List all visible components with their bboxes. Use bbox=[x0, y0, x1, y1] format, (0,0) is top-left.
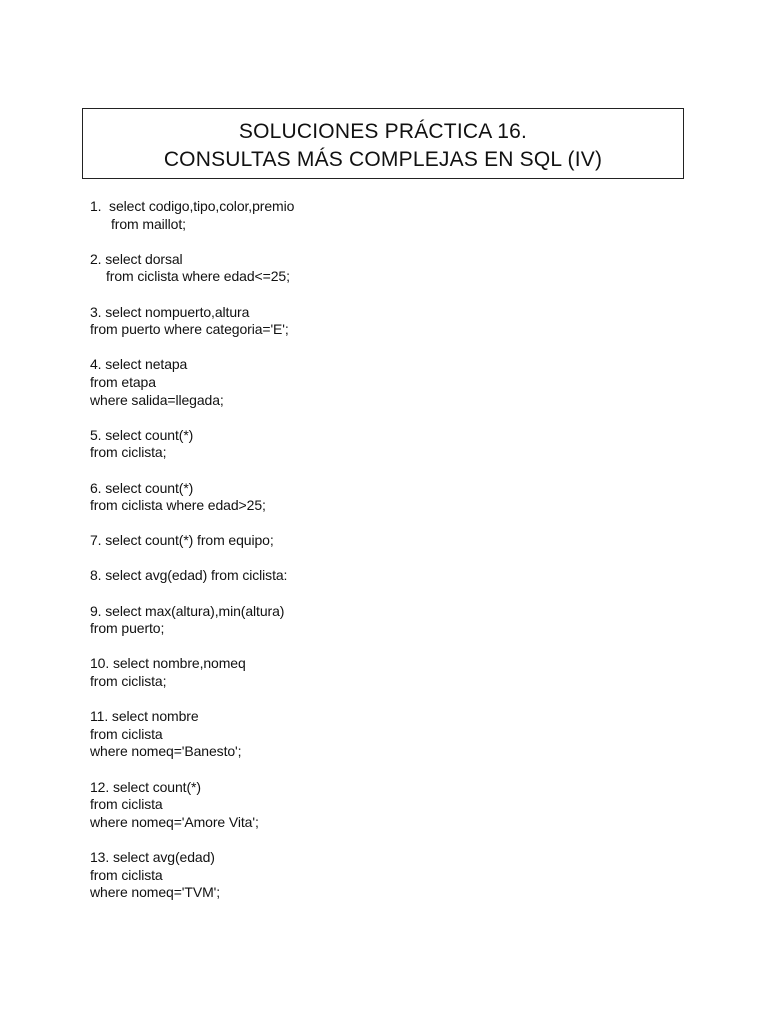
answer-line: from maillot; bbox=[111, 215, 186, 232]
answer-6 bbox=[90, 480, 294, 515]
answer-4 bbox=[90, 356, 294, 409]
answer-line: 7. select count(*) from equipo; bbox=[90, 532, 274, 549]
answer-line: 5. select count(*) bbox=[90, 426, 194, 443]
answer-3 bbox=[90, 304, 294, 339]
answer-line: 10. select nombre,nomeq bbox=[90, 655, 246, 672]
answer-line: from ciclista bbox=[90, 796, 163, 813]
answer-line: from ciclista bbox=[90, 866, 163, 883]
answer-11 bbox=[90, 708, 294, 761]
document-title: SOLUCIONES PRÁCTICA 16. bbox=[238, 120, 528, 143]
answer-line: from ciclista where edad>25; bbox=[90, 497, 266, 514]
answer-12 bbox=[90, 779, 294, 832]
answer-line: from ciclista; bbox=[90, 444, 167, 461]
answer-line: 13. select avg(edad) bbox=[90, 848, 215, 865]
answer-13 bbox=[90, 849, 294, 902]
answer-line: from ciclista bbox=[90, 725, 163, 742]
answer-line: from ciclista; bbox=[90, 673, 167, 690]
answer-line: where nomeq='Amore Vita'; bbox=[90, 813, 259, 830]
answer-line: 4. select netapa bbox=[90, 356, 188, 373]
answer-2 bbox=[90, 251, 294, 286]
answer-5 bbox=[90, 427, 294, 462]
answer-1 bbox=[90, 198, 294, 233]
answer-8 bbox=[90, 567, 294, 585]
answer-line: from ciclista where edad<=25; bbox=[106, 268, 290, 285]
answer-line: 8. select avg(edad) from ciclista: bbox=[90, 567, 288, 584]
answer-10 bbox=[90, 655, 294, 690]
answer-7 bbox=[90, 532, 294, 550]
answer-line: 2. select dorsal bbox=[90, 250, 183, 267]
answer-line: where nomeq='Banesto'; bbox=[90, 743, 242, 760]
answer-line: 6. select count(*) bbox=[90, 479, 194, 496]
title-box bbox=[82, 108, 684, 179]
answer-line: 12. select count(*) bbox=[90, 778, 201, 795]
answer-line: 11. select nombre bbox=[90, 708, 199, 725]
answer-line: where salida=llegada; bbox=[90, 391, 224, 408]
answer-line: 9. select max(altura),min(altura) bbox=[90, 602, 285, 619]
answer-line: from etapa bbox=[90, 373, 156, 390]
answers-list bbox=[90, 198, 294, 919]
answer-line: 3. select nompuerto,altura bbox=[90, 303, 250, 320]
answer-line: 1. select codigo,tipo,color,premio bbox=[90, 198, 295, 214]
answer-line: from puerto; bbox=[90, 620, 165, 637]
document-subtitle: CONSULTAS MÁS COMPLEJAS EN SQL (IV) bbox=[163, 148, 603, 171]
answer-9 bbox=[90, 603, 294, 638]
answer-line: from puerto where categoria='E'; bbox=[90, 321, 289, 338]
answer-line: where nomeq='TVM'; bbox=[90, 884, 220, 901]
